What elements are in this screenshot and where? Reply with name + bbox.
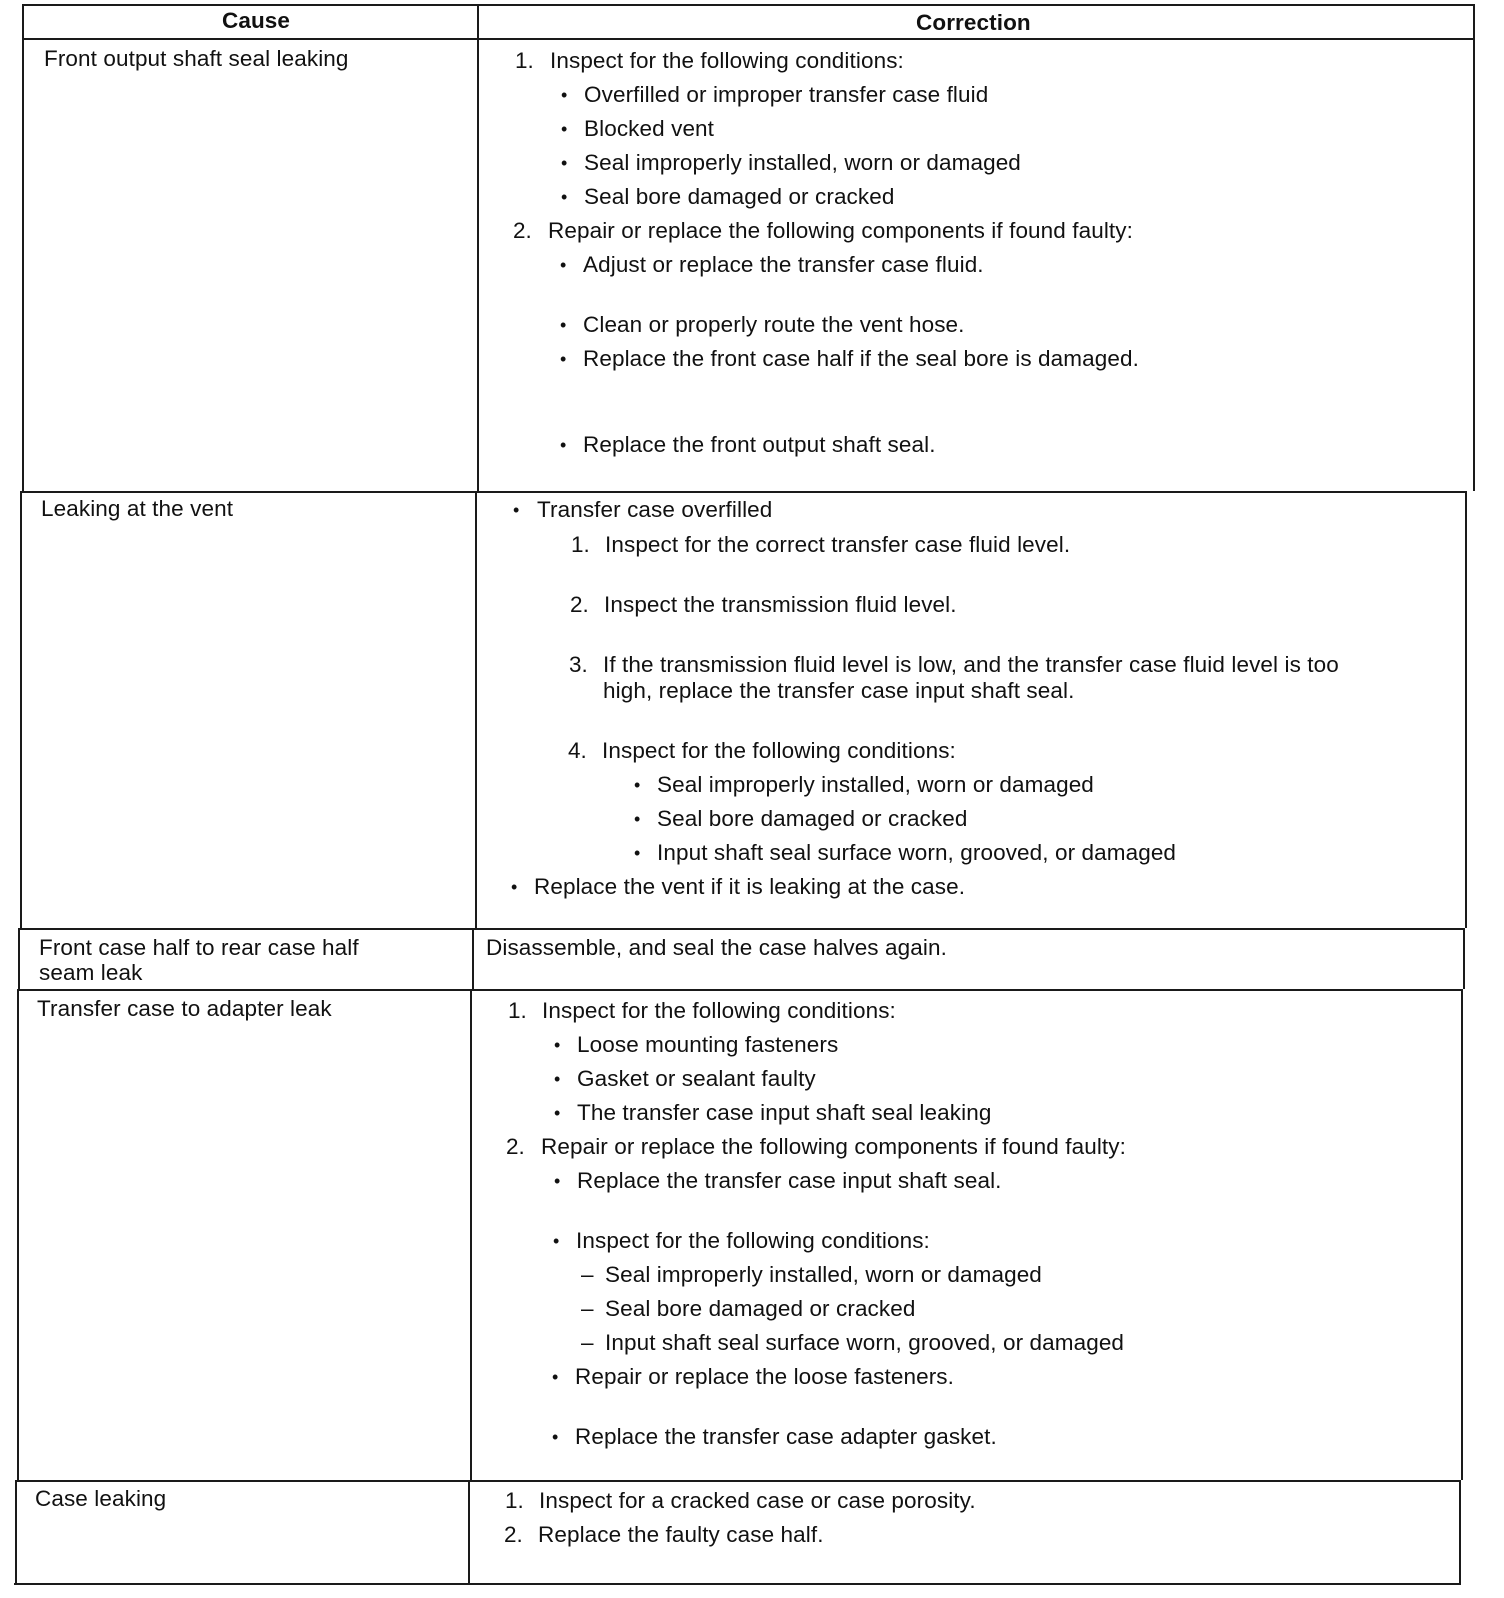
bullet-icon: • (511, 877, 518, 897)
bullet-icon: • (513, 500, 520, 520)
correction-line: Inspect for a cracked case or case porosity. (539, 1488, 976, 1513)
step-number: 2. (570, 592, 589, 617)
cause-text: Case leaking (35, 1486, 167, 1511)
bullet-icon: • (554, 1171, 561, 1191)
table-border-left (18, 928, 20, 989)
header-divider (24, 38, 1475, 40)
table-border-right (1473, 4, 1475, 491)
correction-line: Gasket or sealant faulty (577, 1066, 816, 1091)
table-border-right (1461, 989, 1463, 1480)
table-border-right (1459, 1480, 1461, 1585)
step-number: 4. (568, 738, 587, 763)
correction-line: Seal bore damaged or cracked (605, 1296, 916, 1321)
correction-line: Seal bore damaged or cracked (584, 184, 895, 209)
correction-line: Replace the transfer case adapter gasket. (575, 1424, 997, 1449)
correction-line: Inspect for the following conditions: (602, 738, 956, 763)
correction-line: Input shaft seal surface worn, grooved, or damaged (657, 840, 1177, 865)
table-border-left (15, 1480, 17, 1585)
step-number: 1. (571, 532, 590, 557)
table-border-left (17, 989, 19, 1480)
dash-icon: – (581, 1330, 594, 1355)
correction-line: Clean or properly route the vent hose. (583, 312, 965, 337)
bullet-icon: • (634, 843, 641, 863)
cause-text: Front output shaft seal leaking (44, 46, 349, 71)
correction-line: Overfilled or improper transfer case fluid (584, 82, 989, 107)
bullet-icon: • (552, 1427, 559, 1447)
bullet-icon: • (561, 119, 568, 139)
row-divider (20, 491, 1467, 493)
correction-line: Replace the faulty case half. (538, 1522, 824, 1547)
table-border-right (1463, 928, 1465, 989)
correction-line: Inspect for the following conditions: (542, 998, 896, 1023)
correction-line: Replace the transfer case input shaft seal. (577, 1168, 1002, 1193)
correction-line: Loose mounting fasteners (577, 1032, 839, 1057)
step-number: 2. (506, 1134, 525, 1159)
correction-line: Replace the vent if it is leaking at the case. (534, 874, 966, 899)
step-number: 2. (504, 1522, 523, 1547)
column-divider (470, 989, 472, 1480)
correction-line: Seal improperly installed, worn or damaged (657, 772, 1094, 797)
bullet-icon: • (554, 1069, 561, 1089)
header-correction: Correction (916, 10, 1031, 35)
cause-text: Leaking at the vent (41, 496, 234, 521)
table-border-bottom (14, 1583, 1461, 1585)
correction-line: Disassemble, and seal the case halves again. (486, 935, 947, 960)
bullet-icon: • (634, 775, 641, 795)
header-cause: Cause (222, 8, 291, 33)
table-border-left (22, 4, 24, 491)
correction-line: Inspect for the correct transfer case fluid level. (605, 532, 1071, 557)
correction-line: If the transmission fluid level is low, and the transfer case fluid level is too (603, 652, 1339, 677)
correction-line: Inspect the transmission fluid level. (604, 592, 957, 617)
bullet-icon: • (561, 187, 568, 207)
row-divider (18, 928, 1465, 930)
correction-line: Repair or replace the following components if found faulty: (548, 218, 1133, 243)
correction-line: Transfer case overfilled (537, 497, 773, 522)
bullet-icon: • (554, 1103, 561, 1123)
correction-line: Repair or replace the following components if found faulty: (541, 1134, 1126, 1159)
correction-line: Input shaft seal surface worn, grooved, or damaged (605, 1330, 1125, 1355)
bullet-icon: • (561, 85, 568, 105)
step-number: 3. (569, 652, 588, 677)
step-number: 1. (508, 998, 527, 1023)
correction-line: Replace the front case half if the seal bore is damaged. (583, 346, 1139, 371)
bullet-icon: • (560, 255, 567, 275)
bullet-icon: • (634, 809, 641, 829)
dash-icon: – (581, 1296, 594, 1321)
table-border-left (20, 491, 22, 928)
correction-line: Replace the front output shaft seal. (583, 432, 936, 457)
bullet-icon: • (561, 153, 568, 173)
correction-line: The transfer case input shaft seal leaking (577, 1100, 992, 1125)
correction-line: Inspect for the following conditions: (576, 1228, 930, 1253)
correction-line: high, replace the transfer case input shaft seal. (603, 678, 1075, 703)
row-divider (15, 1480, 1461, 1482)
column-divider (477, 4, 479, 491)
correction-line: Adjust or replace the transfer case fluid. (583, 252, 984, 277)
table-border-right (1465, 491, 1467, 928)
bullet-icon: • (554, 1035, 561, 1055)
step-number: 1. (515, 48, 534, 73)
column-divider (468, 1480, 470, 1585)
bullet-icon: • (560, 315, 567, 335)
column-divider (472, 928, 474, 989)
step-number: 1. (505, 1488, 524, 1513)
correction-line: Repair or replace the loose fasteners. (575, 1364, 955, 1389)
correction-line: Seal improperly installed, worn or damaged (584, 150, 1021, 175)
dash-icon: – (581, 1262, 594, 1287)
correction-line: Seal bore damaged or cracked (657, 806, 968, 831)
step-number: 2. (513, 218, 532, 243)
cause-text: Front case half to rear case half (39, 935, 359, 960)
bullet-icon: • (553, 1231, 560, 1251)
column-divider (475, 491, 477, 928)
bullet-icon: • (560, 349, 567, 369)
correction-line: Inspect for the following conditions: (550, 48, 904, 73)
bullet-icon: • (552, 1367, 559, 1387)
table-border-top (24, 4, 1475, 6)
cause-text: Transfer case to adapter leak (37, 996, 332, 1021)
cause-text: seam leak (39, 960, 143, 985)
correction-line: Seal improperly installed, worn or damaged (605, 1262, 1042, 1287)
bullet-icon: • (560, 435, 567, 455)
correction-line: Blocked vent (584, 116, 715, 141)
row-divider (17, 989, 1463, 991)
